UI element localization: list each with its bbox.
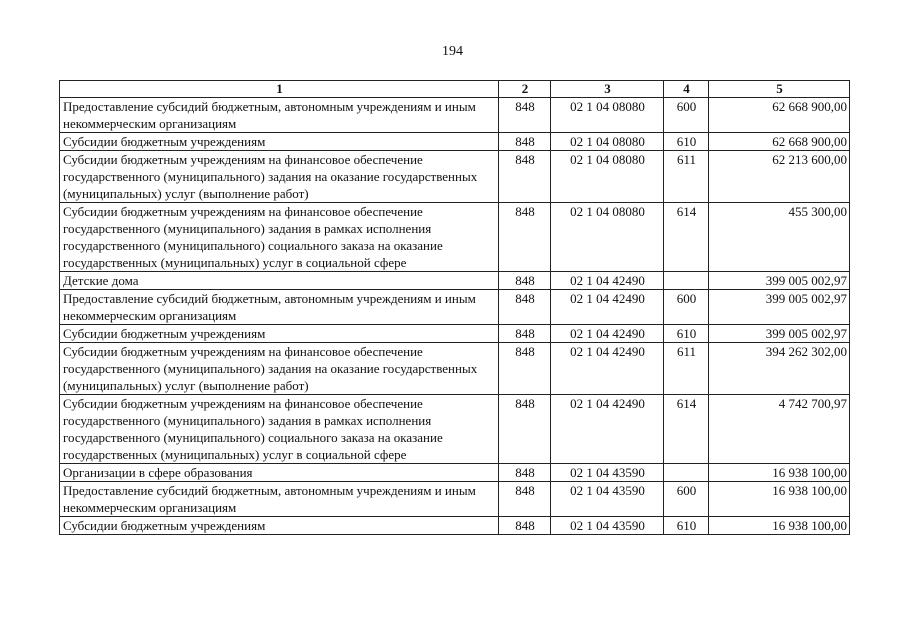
- cell-name: Субсидии бюджетным учреждениям: [60, 517, 499, 535]
- cell-vr: 614: [664, 395, 709, 464]
- table-row: [60, 343, 850, 395]
- cell-vr: 600: [664, 98, 709, 133]
- header-cell-code: 3: [551, 81, 664, 98]
- cell-vr: 600: [664, 290, 709, 325]
- table-row: [60, 133, 850, 151]
- header-cell-grbs: 2: [499, 81, 551, 98]
- cell-sum: 62 668 900,00: [709, 98, 850, 133]
- cell-vr: 614: [664, 203, 709, 272]
- cell-name: Субсидии бюджетным учреждениям на финансовое обеспечение государственного (муниципального) задания на оказание государственных (муниципальных) услуг (выполнение работ): [60, 343, 499, 395]
- cell-code: 02 1 04 42490: [551, 290, 664, 325]
- cell-grbs: 848: [499, 395, 551, 464]
- table-row: [60, 482, 850, 517]
- cell-grbs: 848: [499, 133, 551, 151]
- cell-sum: 394 262 302,00: [709, 343, 850, 395]
- cell-grbs: 848: [499, 343, 551, 395]
- cell-code: 02 1 04 08080: [551, 98, 664, 133]
- cell-name: Детские дома: [60, 272, 499, 290]
- table-row: [60, 98, 850, 133]
- cell-code: 02 1 04 43590: [551, 482, 664, 517]
- cell-name: Предоставление субсидий бюджетным, автономным учреждениям и иным некоммерческим организациям: [60, 482, 499, 517]
- cell-name: Субсидии бюджетным учреждениям на финансовое обеспечение государственного (муниципального) задания в рамках исполнения государственного (муниципального) социального заказа на оказание государственных (муниципальных) услуг в социальной сфере: [60, 203, 499, 272]
- cell-sum: 4 742 700,97: [709, 395, 850, 464]
- cell-code: 02 1 04 42490: [551, 395, 664, 464]
- cell-grbs: 848: [499, 482, 551, 517]
- cell-code: 02 1 04 43590: [551, 517, 664, 535]
- header-cell-sum: 5: [709, 81, 850, 98]
- cell-sum: 62 668 900,00: [709, 133, 850, 151]
- cell-vr: 611: [664, 151, 709, 203]
- cell-grbs: 848: [499, 203, 551, 272]
- cell-name: Субсидии бюджетным учреждениям: [60, 325, 499, 343]
- table-header-row: [60, 81, 850, 98]
- table-body: [60, 98, 850, 535]
- table-row: [60, 151, 850, 203]
- cell-name: Субсидии бюджетным учреждениям: [60, 133, 499, 151]
- cell-sum: 16 938 100,00: [709, 464, 850, 482]
- cell-vr: 600: [664, 482, 709, 517]
- cell-grbs: 848: [499, 325, 551, 343]
- table-row: [60, 517, 850, 535]
- table-row: [60, 464, 850, 482]
- table-row: [60, 325, 850, 343]
- cell-grbs: 848: [499, 272, 551, 290]
- cell-code: 02 1 04 08080: [551, 151, 664, 203]
- budget-table: [59, 80, 850, 535]
- cell-sum: 455 300,00: [709, 203, 850, 272]
- cell-code: 02 1 04 08080: [551, 203, 664, 272]
- cell-name: Субсидии бюджетным учреждениям на финансовое обеспечение государственного (муниципального) задания на оказание государственных (муниципальных) услуг (выполнение работ): [60, 151, 499, 203]
- header-cell-vr: 4: [664, 81, 709, 98]
- cell-sum: 399 005 002,97: [709, 325, 850, 343]
- cell-vr: [664, 464, 709, 482]
- table-row: [60, 203, 850, 272]
- cell-code: 02 1 04 42490: [551, 272, 664, 290]
- table-row: [60, 395, 850, 464]
- cell-name: Предоставление субсидий бюджетным, автономным учреждениям и иным некоммерческим организациям: [60, 290, 499, 325]
- cell-name: Субсидии бюджетным учреждениям на финансовое обеспечение государственного (муниципального) задания в рамках исполнения государственного (муниципального) социального заказа на оказание государственных (муниципальных) услуг в социальной сфере: [60, 395, 499, 464]
- cell-grbs: 848: [499, 464, 551, 482]
- cell-grbs: 848: [499, 517, 551, 535]
- cell-vr: 610: [664, 133, 709, 151]
- cell-sum: 62 213 600,00: [709, 151, 850, 203]
- cell-sum: 399 005 002,97: [709, 272, 850, 290]
- cell-name: Организации в сфере образования: [60, 464, 499, 482]
- cell-vr: 611: [664, 343, 709, 395]
- cell-code: 02 1 04 08080: [551, 133, 664, 151]
- cell-code: 02 1 04 43590: [551, 464, 664, 482]
- cell-vr: [664, 272, 709, 290]
- cell-grbs: 848: [499, 98, 551, 133]
- cell-name: Предоставление субсидий бюджетным, автономным учреждениям и иным некоммерческим организациям: [60, 98, 499, 133]
- cell-grbs: 848: [499, 151, 551, 203]
- page-number: 194: [442, 44, 463, 59]
- cell-sum: 16 938 100,00: [709, 517, 850, 535]
- cell-grbs: 848: [499, 290, 551, 325]
- cell-sum: 399 005 002,97: [709, 290, 850, 325]
- header-cell-name: 1: [60, 81, 499, 98]
- cell-code: 02 1 04 42490: [551, 325, 664, 343]
- cell-vr: 610: [664, 517, 709, 535]
- table-row: [60, 290, 850, 325]
- cell-code: 02 1 04 42490: [551, 343, 664, 395]
- cell-sum: 16 938 100,00: [709, 482, 850, 517]
- table-row: [60, 272, 850, 290]
- cell-vr: 610: [664, 325, 709, 343]
